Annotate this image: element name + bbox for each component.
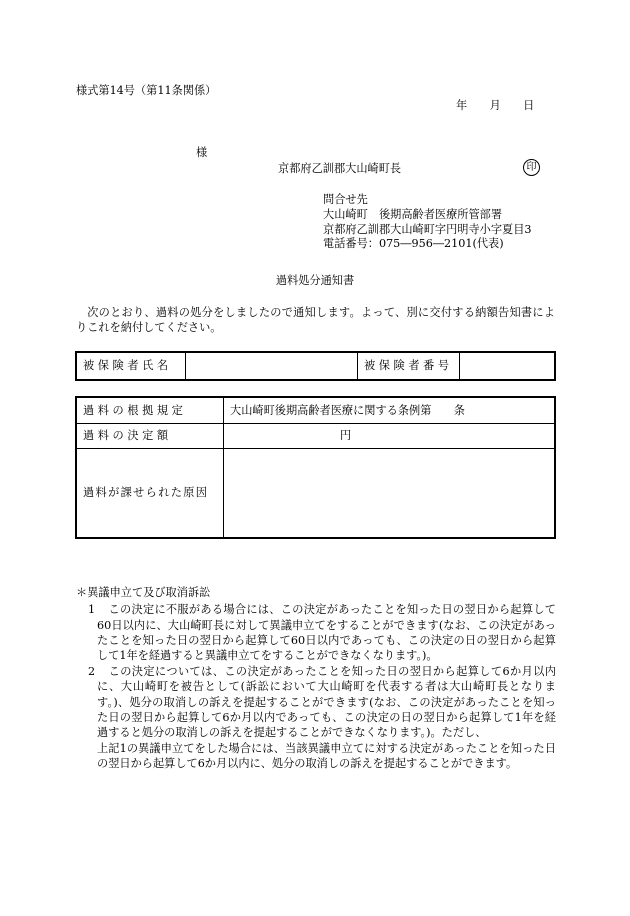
contact-department: 大山崎町 後期高齢者医療所管部署 — [323, 207, 503, 221]
note-item-2 — [76, 664, 556, 772]
insured-name-label: 被保険者氏名 — [76, 352, 186, 380]
contact-phone: 電話番号：075―956―2101(代表) — [323, 237, 504, 251]
form-number: 様式第14号（第11条関係） — [76, 84, 217, 97]
insured-person-table — [75, 351, 556, 381]
document-title: 過料処分通知書 — [275, 274, 355, 287]
amount-label: 過料の決定額 — [76, 424, 224, 449]
date-line: 年 月 日 — [456, 99, 535, 112]
recipient-suffix: 様 — [196, 146, 208, 159]
insured-number-value[interactable] — [459, 352, 555, 380]
note-number: 2 — [88, 664, 96, 678]
note-text: この決定に不服がある場合には、この決定があったことを知った日の翌日から起算して60日以内に、大山崎町長に対して異議申立てをすることができます(なお、この決定があったことを知った日の翌日から起算して60日以内であっても、この決定の日の翌日から起算して1年を経過すると異議申立てをすることができなくなります。)。 — [97, 603, 556, 663]
note-number: 1 — [88, 603, 96, 617]
basis-label: 過料の根拠規定 — [76, 397, 224, 424]
intro-text: 次のとおり、過料の処分をしましたので通知します。よって、別に交付する納額告知書によりこれを納付してください。 — [76, 306, 555, 334]
contact-address: 京都府乙訓郡大山崎町字円明寺小字夏目3 — [323, 222, 532, 236]
penalty-table — [75, 396, 556, 539]
insured-number-label: 被保険者番号 — [358, 352, 460, 380]
contact-heading: 問合せ先 — [323, 193, 368, 206]
reason-value[interactable] — [224, 449, 556, 539]
contact-block — [323, 193, 532, 252]
appeal-notes — [76, 587, 556, 772]
seal-mark: 印 — [523, 159, 540, 176]
reason-label: 過料が課せられた原因 — [76, 449, 224, 539]
amount-unit[interactable]: 円 — [224, 424, 556, 449]
basis-value[interactable]: 大山崎町後期高齢者医療に関する条例第 条 — [224, 397, 556, 424]
note-item-1 — [76, 602, 556, 664]
note-text: この決定については、この決定があったことを知った日の翌日から起算して6か月以内に、大山崎町を被告として(訴訟において大山崎町を代表する者は大山崎町長となります。)、処分の取消しの訴えを提起することができます(なお、この決定があったことを知った日の翌日から起算して6か月以内であっても、この決定の日の翌日から起算して1年を経過すると処分の取消しの訴えを提起することができなくなります。)。ただし、 — [97, 664, 556, 740]
issuer-name: 京都府乙訓郡大山崎町長 — [278, 162, 402, 175]
notes-heading: ＊異議申立て及び取消訴訟 — [76, 586, 211, 599]
insured-name-value[interactable] — [186, 352, 358, 380]
note-text-continued: 上記1の異議申立てをした場合には、当該異議申立てに対する決定があったことを知った日の翌日から起算して6か月以内に、処分の取消しの訴えを提起することができます。 — [97, 741, 556, 771]
